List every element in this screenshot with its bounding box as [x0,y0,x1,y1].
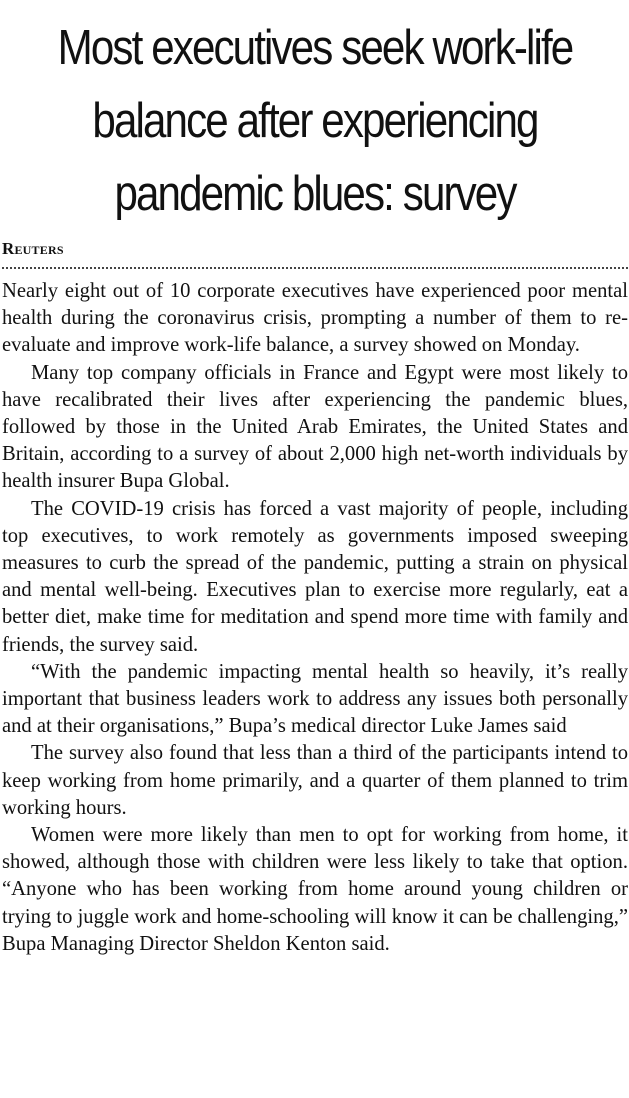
headline-line: Most executives seek work-life [57,21,573,75]
paragraph: Women were more likely than men to opt for working from home, it showed, although those with children were less likely to take that option. “Anyone who has been working from home around young children or trying to juggle work and home-schooling will know it can be challenging,” Bupa Managing Director Sheldon Kenton said. [2,824,628,955]
paragraph: “With the pandemic impacting mental health so heavily, it’s really important that business leaders work to address any issues both personally and at their organisations,” Bupa’s medical director Luke James said [2,660,628,738]
paragraph: The COVID-19 crisis has forced a vast majority of people, including top executives, to work remotely as governments imposed sweeping measures to curb the spread of the pandemic, putting a strain on physical and mental well-being. Executives plan to exercise more regularly, eat a better diet, make time for meditation and spend more time with family and friends, the survey said. [2,497,628,656]
headline-line: pandemic blues: survey [114,167,516,221]
dotted-divider [2,267,628,269]
byline: Reuters [2,239,64,258]
headline-line: balance after experiencing [92,94,538,148]
news-article [2,0,628,958]
paragraph: Nearly eight out of 10 corporate executives have experienced poor mental health during the coronavirus crisis, prompting a number of them to re-evaluate and improve work-life balance, a survey showed on Monday. [2,280,628,357]
paragraph: The survey also found that less than a third of the participants intend to keep working from home primarily, and a quarter of them planned to trim working hours. [2,742,628,819]
article-body [2,278,628,958]
paragraph: Many top company officials in France and Egypt were most likely to have recalibrated their lives after experiencing the pandemic blues, followed by those in the United Arab Emirates, the United States and Britain, according to a survey of about 2,000 high net-worth individuals by health insurer Bupa Global. [2,361,628,493]
headline [46,12,584,231]
